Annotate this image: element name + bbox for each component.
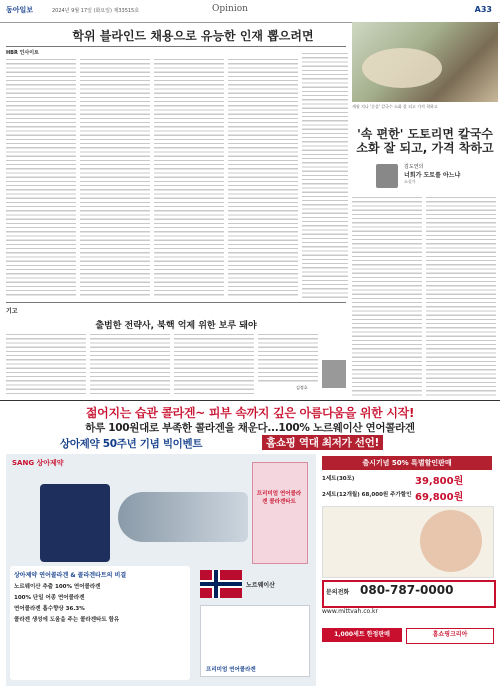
bottom-column-3 bbox=[174, 333, 254, 395]
bottom-column-2 bbox=[90, 333, 170, 395]
ad-headline-1: 젊어지는 습관 콜라겐~ 피부 속까지 깊은 아름다움을 위한 시작! bbox=[85, 406, 415, 420]
features-title: 상아제약 연어콜라겐 & 콜라겐타트의 비결 bbox=[14, 572, 127, 579]
article-column-5 bbox=[302, 52, 348, 298]
product-name: 프리미엄 연어콜라겐 콜라겐타트 bbox=[256, 491, 302, 505]
right-column-body-2 bbox=[426, 196, 496, 396]
food-photo bbox=[352, 22, 498, 102]
ad-headline-2: 하루 100원대로 부족한 콜라겐을 채운다...100% 노르웨이산 연어콜라겐 bbox=[85, 422, 415, 434]
norway-flag-icon bbox=[200, 570, 242, 598]
phone-number[interactable]: 080-787-0000 bbox=[360, 583, 454, 597]
product-package-image bbox=[252, 462, 308, 564]
issue-date: 2024년 9월 17일 (화요일) 제33515호 bbox=[52, 8, 140, 14]
photo-caption: 세월 지나 '순살' 칼국수 소화 잘 되고 가격 착하고 bbox=[352, 104, 438, 109]
model-photo bbox=[420, 510, 482, 572]
author-photo bbox=[322, 360, 346, 388]
product-label: 프리미엄 연어콜라겐 bbox=[206, 667, 256, 673]
section-label: Opinion bbox=[212, 4, 248, 14]
bottom-author: 김정호 bbox=[296, 385, 308, 390]
feature-item: 콜라겐 생성에 도움을 주는 콜라겐타트 함유 bbox=[14, 617, 120, 623]
column-title: 너희가 도토를 아느냐 bbox=[404, 172, 461, 179]
page-header bbox=[0, 0, 500, 23]
price-label-2: 2세트(12개월) 68,000원 주가할인 bbox=[322, 492, 412, 498]
product-box-image bbox=[40, 484, 110, 562]
event-badge: 출시기념 50% 특별할인판매 bbox=[322, 456, 492, 470]
article-column-1 bbox=[6, 58, 76, 298]
noodle-bowl-image bbox=[362, 48, 442, 88]
price-value-2: 69,800원 bbox=[415, 492, 464, 503]
bottom-column-4 bbox=[258, 333, 318, 383]
feature-item: 노르웨이산 추출 100% 연어콜라겐 bbox=[14, 584, 101, 590]
article-column-2 bbox=[80, 58, 150, 298]
divider bbox=[6, 46, 346, 47]
main-headline: 학위 블라인드 채용으로 유능한 인재 뽑으려면 bbox=[72, 29, 314, 43]
author-name: 김도연의 bbox=[404, 164, 424, 170]
price-value-1: 39,800원 bbox=[415, 476, 464, 487]
article-column-4 bbox=[228, 58, 298, 298]
home-shopping-label: 홈쇼핑크리아 bbox=[406, 628, 494, 644]
feature-item: 100% 단일 어종 연어콜라겐 bbox=[14, 595, 85, 601]
right-column-body-1 bbox=[352, 196, 422, 396]
price-label-1: 1세트(30포) bbox=[322, 476, 355, 482]
ad-price-badge: 홈쇼핑 역대 최저가 선언! bbox=[262, 435, 383, 450]
norway-label: 노르웨이산 bbox=[246, 582, 275, 589]
bottom-headline: 출범한 전략사, 북핵 억제 위한 보루 돼야 bbox=[95, 321, 257, 331]
feature-item: 연어콜라겐 흡수향상 36.3% bbox=[14, 606, 85, 612]
ad-border bbox=[0, 400, 500, 401]
section-kicker: 기고 bbox=[6, 308, 18, 315]
ad-headline-3: 상아제약 50주년 기념 빅이벤트 bbox=[60, 438, 203, 450]
limited-badge: 1,000세트 한정판매 bbox=[322, 628, 402, 642]
article-column-3 bbox=[154, 58, 224, 298]
right-headline-2: 소화 잘 되고, 가격 착하고 bbox=[356, 141, 494, 155]
divider bbox=[6, 302, 346, 303]
website-url[interactable]: www.mittvah.co.kr bbox=[322, 608, 378, 615]
bottom-column-1 bbox=[6, 333, 86, 395]
author-avatar bbox=[376, 164, 398, 188]
right-headline-1: '속 편한' 도토리면 칼국수 bbox=[357, 127, 493, 141]
phone-label: 문의전화 bbox=[326, 589, 350, 596]
brand-logo: SANG 상아제약 bbox=[12, 459, 64, 467]
newspaper-logo: 동아일보 bbox=[6, 6, 34, 14]
advertisement bbox=[0, 400, 500, 691]
article-kicker: HBR 인사이트 bbox=[6, 50, 39, 56]
salmon-image bbox=[118, 492, 248, 542]
page-number: A33 bbox=[474, 5, 492, 14]
author-subtitle: 소설가 bbox=[404, 179, 416, 184]
